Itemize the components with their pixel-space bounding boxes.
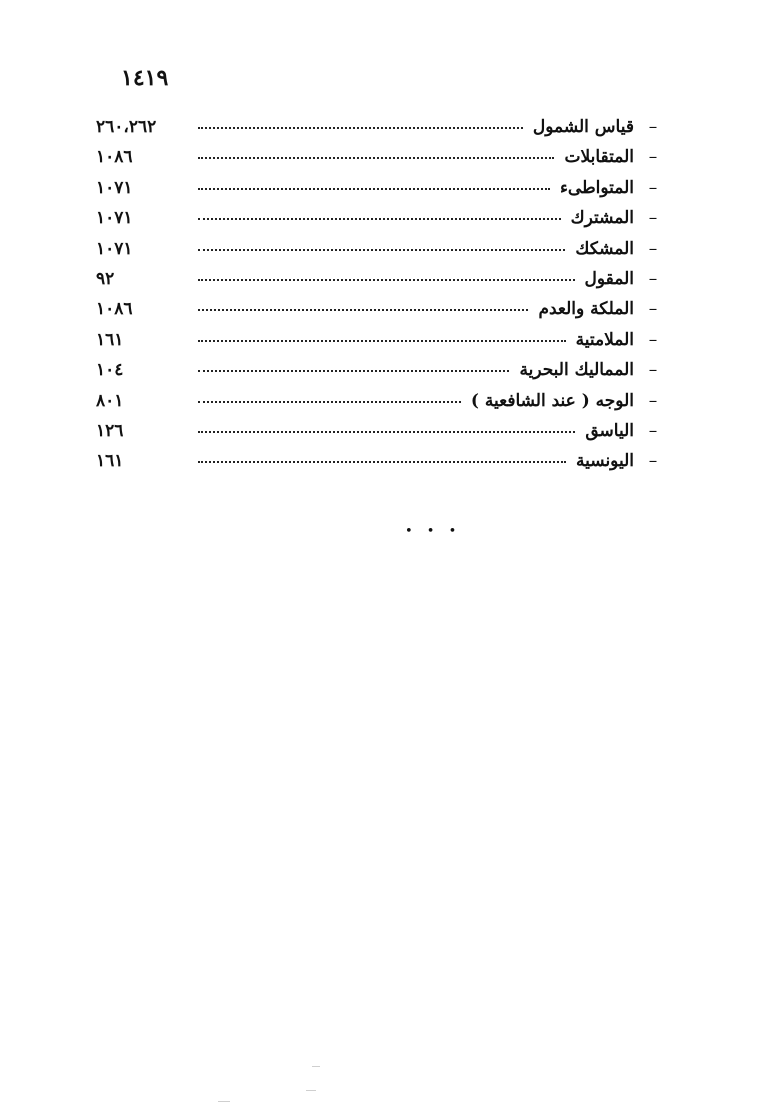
entry-dash: – — [648, 451, 658, 472]
entry-term: المقول — [584, 268, 634, 289]
dot-leader — [198, 400, 461, 403]
index-entry — [96, 117, 666, 147]
end-of-section-mark: • • • — [405, 524, 462, 539]
scan-speck — [306, 1090, 316, 1091]
index-entry — [96, 299, 666, 329]
dot-leader — [198, 308, 528, 311]
entry-pages: ١٦١ — [96, 451, 124, 472]
index-entry — [96, 269, 666, 299]
dot-leader — [198, 460, 566, 463]
entry-dash: – — [648, 420, 658, 441]
entry-term: الياسق — [585, 420, 634, 441]
dot-leader — [198, 217, 561, 220]
index-entry — [96, 147, 666, 177]
index-entry — [96, 178, 666, 208]
dot-leader — [198, 126, 523, 129]
dot-leader — [198, 187, 550, 190]
entry-term: المشكك — [575, 238, 634, 259]
entry-term: المماليك البحرية — [519, 360, 634, 381]
entry-pages: ١٠٧١ — [96, 208, 133, 229]
entry-dash: – — [648, 208, 658, 229]
index-list — [96, 117, 666, 482]
entry-pages: ١٢٦ — [96, 420, 124, 441]
index-entry — [96, 239, 666, 269]
page-number: ١٤١٩ — [121, 65, 169, 91]
entry-dash: – — [648, 329, 658, 350]
index-entry — [96, 360, 666, 390]
index-entry — [96, 208, 666, 238]
entry-pages: ١٠٤ — [96, 360, 124, 381]
scan-speck — [312, 1066, 320, 1067]
entry-term: قياس الشمول — [532, 117, 634, 137]
entry-pages: ١٠٧١ — [96, 238, 133, 259]
index-entry — [96, 391, 666, 421]
entry-term: اليونسية — [576, 451, 634, 472]
dot-leader — [198, 430, 575, 433]
entry-term: المشترك — [570, 208, 634, 229]
entry-term: المتقابلات — [564, 147, 634, 168]
dot-leader — [198, 248, 565, 251]
entry-dash: – — [648, 268, 658, 289]
entry-pages: ١٦١ — [96, 329, 124, 350]
entry-dash: – — [648, 117, 658, 137]
index-entry — [96, 330, 666, 360]
entry-term: الوجه ( عند الشافعية ) — [470, 390, 634, 411]
entry-term: المتواطىء — [559, 177, 634, 198]
entry-pages: ٩٢ — [96, 268, 115, 289]
dot-leader — [198, 278, 575, 281]
entry-dash: – — [648, 360, 658, 381]
dot-leader — [198, 339, 566, 342]
index-entry — [96, 451, 666, 481]
entry-pages: ١٠٧١ — [96, 177, 133, 198]
entry-term: الملامتية — [575, 329, 634, 350]
entry-dash: – — [648, 390, 658, 411]
entry-pages: ٨٠١ — [96, 390, 124, 411]
entry-term: الملكة والعدم — [538, 299, 634, 320]
scan-speck — [218, 1101, 230, 1102]
entry-dash: – — [648, 299, 658, 320]
entry-pages: ٢٦٠،٢٦٢ — [96, 117, 157, 137]
index-entry — [96, 421, 666, 451]
entry-dash: – — [648, 238, 658, 259]
entry-dash: – — [648, 147, 658, 168]
entry-pages: ١٠٨٦ — [96, 147, 133, 168]
entry-dash: – — [648, 177, 658, 198]
entry-pages: ١٠٨٦ — [96, 299, 133, 320]
dot-leader — [198, 156, 554, 159]
dot-leader — [198, 369, 509, 372]
